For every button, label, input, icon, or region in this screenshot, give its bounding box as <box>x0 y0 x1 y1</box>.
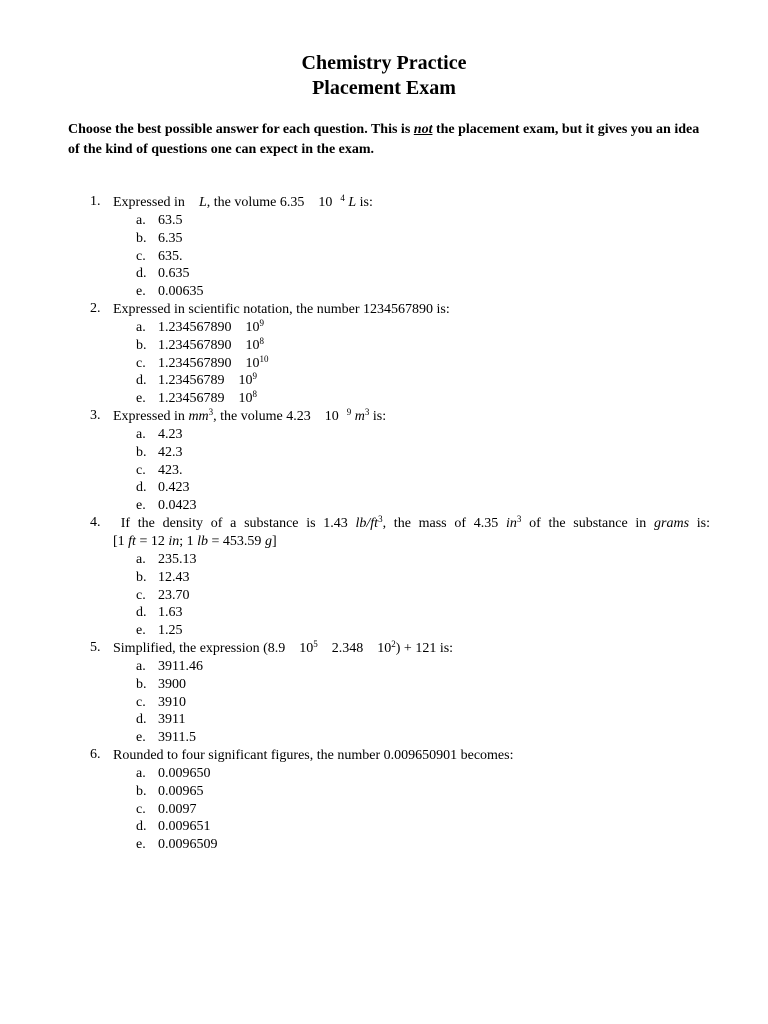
question-text <box>113 408 710 426</box>
option-letter: c. <box>136 248 146 264</box>
instructions <box>68 120 708 160</box>
option-e[interactable] <box>136 729 710 747</box>
option-text: 0.0096509 <box>158 837 218 853</box>
option-e[interactable] <box>136 836 710 854</box>
option-exponent: 9 <box>252 371 257 382</box>
question-5 <box>90 640 710 747</box>
question-3 <box>90 408 710 515</box>
option-text: 0.423 <box>158 480 190 496</box>
q4-text-d: is: <box>689 515 711 531</box>
option-text: 0.009651 <box>158 819 211 835</box>
option-mantissa: 1.23456789 <box>158 373 225 389</box>
option-e[interactable] <box>136 622 710 640</box>
option-text: 0.635 <box>158 266 190 282</box>
question-conversion-note <box>113 533 710 551</box>
option-letter: a. <box>136 319 146 335</box>
option-text: 3900 <box>158 676 186 692</box>
option-c[interactable] <box>136 801 710 819</box>
option-text: 235.13 <box>158 551 197 567</box>
option-base: 10 <box>245 355 260 371</box>
option-letter: e. <box>136 284 146 300</box>
option-letter: a. <box>136 426 146 442</box>
q4-unit-c: grams <box>654 515 690 531</box>
q1-text-c: 10 <box>318 195 333 210</box>
q3-unit-a: mm <box>188 408 209 424</box>
q4-note-in: in <box>168 533 180 549</box>
option-e[interactable] <box>136 497 710 515</box>
option-text: 42.3 <box>158 444 183 460</box>
question-number: 4. <box>90 514 101 530</box>
option-a[interactable] <box>136 319 710 337</box>
option-letter: d. <box>136 712 147 728</box>
question-1 <box>90 194 710 301</box>
option-exponent: 8 <box>252 389 257 400</box>
option-letter: a. <box>136 658 146 674</box>
option-text: 3910 <box>158 694 186 710</box>
option-d[interactable] <box>136 479 710 497</box>
option-letter: d. <box>136 266 147 282</box>
page-title: Chemistry Practice <box>301 52 467 74</box>
q1-unit-b: L <box>348 195 357 210</box>
q3-text-b: , the volume 4.23 <box>213 408 311 424</box>
question-text <box>113 194 710 212</box>
option-text: 0.0097 <box>158 801 197 817</box>
option-letter: c. <box>136 694 146 710</box>
option-c[interactable] <box>136 694 710 712</box>
option-letter: a. <box>136 551 146 567</box>
option-base: 10 <box>238 373 253 389</box>
option-letter: b. <box>136 337 147 353</box>
q4-text-b: , the mass of 4.35 <box>382 515 506 531</box>
q4-note-c: ; 1 <box>179 533 198 549</box>
q3-unit-b-exp: 3 <box>364 406 370 417</box>
option-text: 63.5 <box>158 213 183 228</box>
option-exponent: 8 <box>259 335 264 346</box>
option-text: 4.23 <box>158 426 183 442</box>
question-number: 2. <box>90 300 101 316</box>
option-base: 10 <box>238 391 253 407</box>
answer-options <box>136 212 710 301</box>
option-d[interactable] <box>136 818 710 836</box>
q3-text-a: Expressed in <box>113 408 189 424</box>
option-text: 423. <box>158 462 183 478</box>
q4-note-d: = 453.59 <box>208 533 265 549</box>
q5-base-b: 10 <box>377 640 392 656</box>
q3-exponent: 9 <box>346 406 352 417</box>
option-letter: c. <box>136 801 146 817</box>
question-text: Expressed in scientific notation, the number 1234567890 is: <box>113 301 450 317</box>
question-number: 1. <box>90 194 101 209</box>
option-letter: d. <box>136 819 147 835</box>
q3-text-c: 10 <box>324 408 339 424</box>
answer-options <box>136 658 710 747</box>
option-text: 6.35 <box>158 230 183 246</box>
option-d[interactable] <box>136 265 710 283</box>
option-c[interactable] <box>136 462 710 480</box>
option-letter: b. <box>136 230 147 246</box>
q4-text-a: If the density of a substance is 1.43 <box>120 515 356 531</box>
option-text: 3911 <box>158 712 186 728</box>
option-letter: b. <box>136 444 147 460</box>
option-text: 12.43 <box>158 569 190 585</box>
instructions-text-2: the placement exam, but it gives you an idea of the kind of questions one can expect in the exam. <box>68 122 700 157</box>
option-mantissa: 1.234567890 <box>158 319 232 335</box>
q5-text-b: 2.348 <box>331 640 364 656</box>
q4-note-ft: ft <box>128 533 136 549</box>
option-letter: e. <box>136 730 146 746</box>
q5-base-a: 10 <box>299 640 314 656</box>
instructions-emphasis: not <box>413 122 433 137</box>
option-letter: b. <box>136 569 147 585</box>
q5-exp-a: 5 <box>313 638 318 649</box>
option-letter: c. <box>136 462 146 478</box>
option-c[interactable] <box>136 355 710 373</box>
option-a[interactable] <box>136 426 710 444</box>
q5-text-a: Simplified, the expression (8.9 <box>113 640 286 656</box>
option-base: 10 <box>245 337 260 353</box>
option-mantissa: 1.234567890 <box>158 355 232 371</box>
option-text: 23.70 <box>158 587 190 603</box>
q5-exp-b: 2 <box>391 638 396 649</box>
q4-note-a: [1 <box>113 533 129 549</box>
q3-unit-b: m <box>354 408 365 424</box>
q1-text-a: Expressed in <box>113 195 185 210</box>
answer-options <box>136 765 710 854</box>
option-exponent: 10 <box>259 353 269 364</box>
option-d[interactable] <box>136 711 710 729</box>
option-letter: b. <box>136 783 147 799</box>
question-6 <box>90 747 710 854</box>
option-text: 635. <box>158 248 183 264</box>
option-letter: e. <box>136 391 146 407</box>
option-letter: c. <box>136 355 146 371</box>
q4-unit-b: in <box>505 515 517 531</box>
q4-unit-a-exp: 3 <box>378 513 383 524</box>
option-text: 0.00965 <box>158 783 204 799</box>
q4-note-lb: lb <box>197 533 209 549</box>
instructions-text-1: Choose the best possible answer for each question. This is <box>68 122 414 137</box>
question-text <box>113 515 710 533</box>
option-text: 1.63 <box>158 605 183 621</box>
answer-options <box>136 426 710 515</box>
option-text: 0.00635 <box>158 284 204 300</box>
option-letter: e. <box>136 837 146 853</box>
option-b[interactable] <box>136 569 710 587</box>
option-text: 1.25 <box>158 623 183 639</box>
question-number: 6. <box>90 746 101 762</box>
q4-note-e: ] <box>271 533 277 549</box>
option-b[interactable] <box>136 676 710 694</box>
option-letter: c. <box>136 587 146 603</box>
option-e[interactable] <box>136 390 710 408</box>
option-a[interactable] <box>136 765 710 783</box>
q5-text-c: ) + 121 is: <box>395 640 454 656</box>
option-letter: e. <box>136 623 146 639</box>
option-a[interactable] <box>136 551 710 569</box>
question-4 <box>90 515 710 640</box>
q1-exponent: 4 <box>340 193 345 203</box>
option-b[interactable] <box>136 444 710 462</box>
option-d[interactable] <box>136 372 710 390</box>
option-text: 3911.46 <box>158 658 203 674</box>
question-number: 5. <box>90 639 101 655</box>
option-letter: d. <box>136 373 147 389</box>
question-text <box>113 640 710 658</box>
option-a[interactable] <box>136 658 710 676</box>
q1-text-b: , the volume 6.35 <box>206 195 305 210</box>
q1-unit-a: L <box>198 195 207 210</box>
option-letter: b. <box>136 676 147 692</box>
option-e[interactable] <box>136 283 710 301</box>
question-2 <box>90 301 710 408</box>
option-mantissa: 1.234567890 <box>158 337 232 353</box>
question-list <box>90 194 710 854</box>
option-letter: d. <box>136 605 147 621</box>
question-number: 3. <box>90 407 101 423</box>
option-b[interactable] <box>136 337 710 355</box>
option-a[interactable] <box>136 212 710 230</box>
question-text: Rounded to four significant figures, the number 0.009650901 becomes: <box>113 747 514 763</box>
option-letter: d. <box>136 480 147 496</box>
answer-options <box>136 319 710 408</box>
option-text: 0.0423 <box>158 498 197 514</box>
option-d[interactable] <box>136 604 710 622</box>
q4-unit-a: lb/ft <box>355 515 379 531</box>
q3-unit-a-exp: 3 <box>208 406 214 417</box>
option-c[interactable] <box>136 248 710 266</box>
option-c[interactable] <box>136 587 710 605</box>
option-text: 3911.5 <box>158 730 196 746</box>
option-letter: a. <box>136 765 146 781</box>
q4-unit-b-exp: 3 <box>516 513 522 524</box>
q4-text-c: of the substance in <box>521 515 655 531</box>
q3-text-d: is: <box>369 408 387 424</box>
option-exponent: 9 <box>259 317 264 328</box>
q4-note-g: g <box>264 533 272 549</box>
q1-text-d: is: <box>356 195 373 210</box>
q4-note-b: = 12 <box>135 533 169 549</box>
option-letter: a. <box>136 213 146 228</box>
option-b[interactable] <box>136 783 710 801</box>
option-text: 0.009650 <box>158 765 211 781</box>
option-b[interactable] <box>136 230 710 248</box>
option-base: 10 <box>245 319 260 335</box>
option-mantissa: 1.23456789 <box>158 391 225 407</box>
option-letter: e. <box>136 498 146 514</box>
page-subtitle: Placement Exam <box>312 77 456 99</box>
answer-options <box>136 551 710 640</box>
